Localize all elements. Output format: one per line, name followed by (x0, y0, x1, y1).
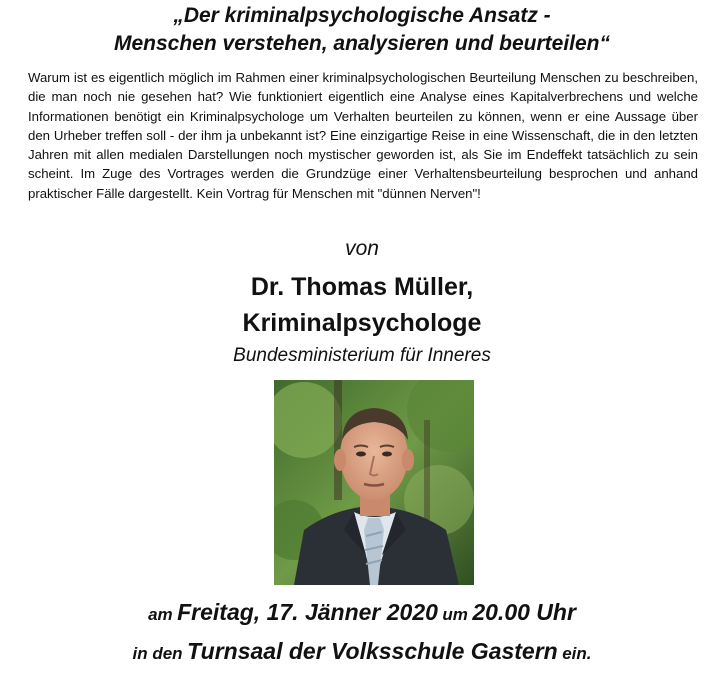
event-venue: Turnsaal der Volksschule Gastern (187, 638, 558, 664)
event-date: Freitag, 17. Jänner 2020 (177, 599, 438, 625)
lecture-title-line-2: Menschen verstehen, analysieren und beurteilen“ (114, 32, 610, 55)
event-date-prefix: am (148, 605, 173, 624)
lecture-description: Warum ist es eigentlich möglich im Rahmen einer kriminalpsychologischen Beurteilung Menschen zu beschreiben, die man noch nie gesehen hat? Wie funktioniert eigentlich eine Analyse eines Kapitalverbrechens und welche Informationen benötigt ein Kriminalpsychologe um Verhalten beurteilen zu können, wenn er eine Aussage über den Urheber treffen soll - der ihm ja unbekannt ist? Eine einzigartige Reise in eine Wissenschaft, die in den letzten Jahren mit allen medialen Darstellungen noch mystischer geworden ist, als Sie im Endeffekt tatsächlich zu sein scheint. Im Zuge des Vortrages werden die Grundzüge einer Verhaltensbeurteilung besprochen und anhand praktischer Fälle dargestellt. Kein Vortrag für Menschen mit "dünnen Nerven"! (28, 70, 698, 201)
event-venue-suffix: ein. (562, 644, 592, 663)
event-venue-prefix: in den (132, 644, 183, 663)
speaker-portrait-photo (274, 380, 474, 585)
speaker-role: Kriminalpsychologe (242, 309, 482, 337)
by-label: von (345, 237, 379, 260)
event-venue-line (0, 634, 724, 672)
speaker-name: Dr. Thomas Müller, (250, 273, 474, 301)
speaker-organization: Bundesministerium für Inneres (233, 345, 491, 366)
event-time: 20.00 Uhr (472, 599, 576, 625)
lecture-title-line-1: „Der kriminalpsychologische Ansatz - (173, 4, 551, 27)
event-date-line (0, 595, 724, 633)
event-time-prefix: um (442, 605, 468, 624)
